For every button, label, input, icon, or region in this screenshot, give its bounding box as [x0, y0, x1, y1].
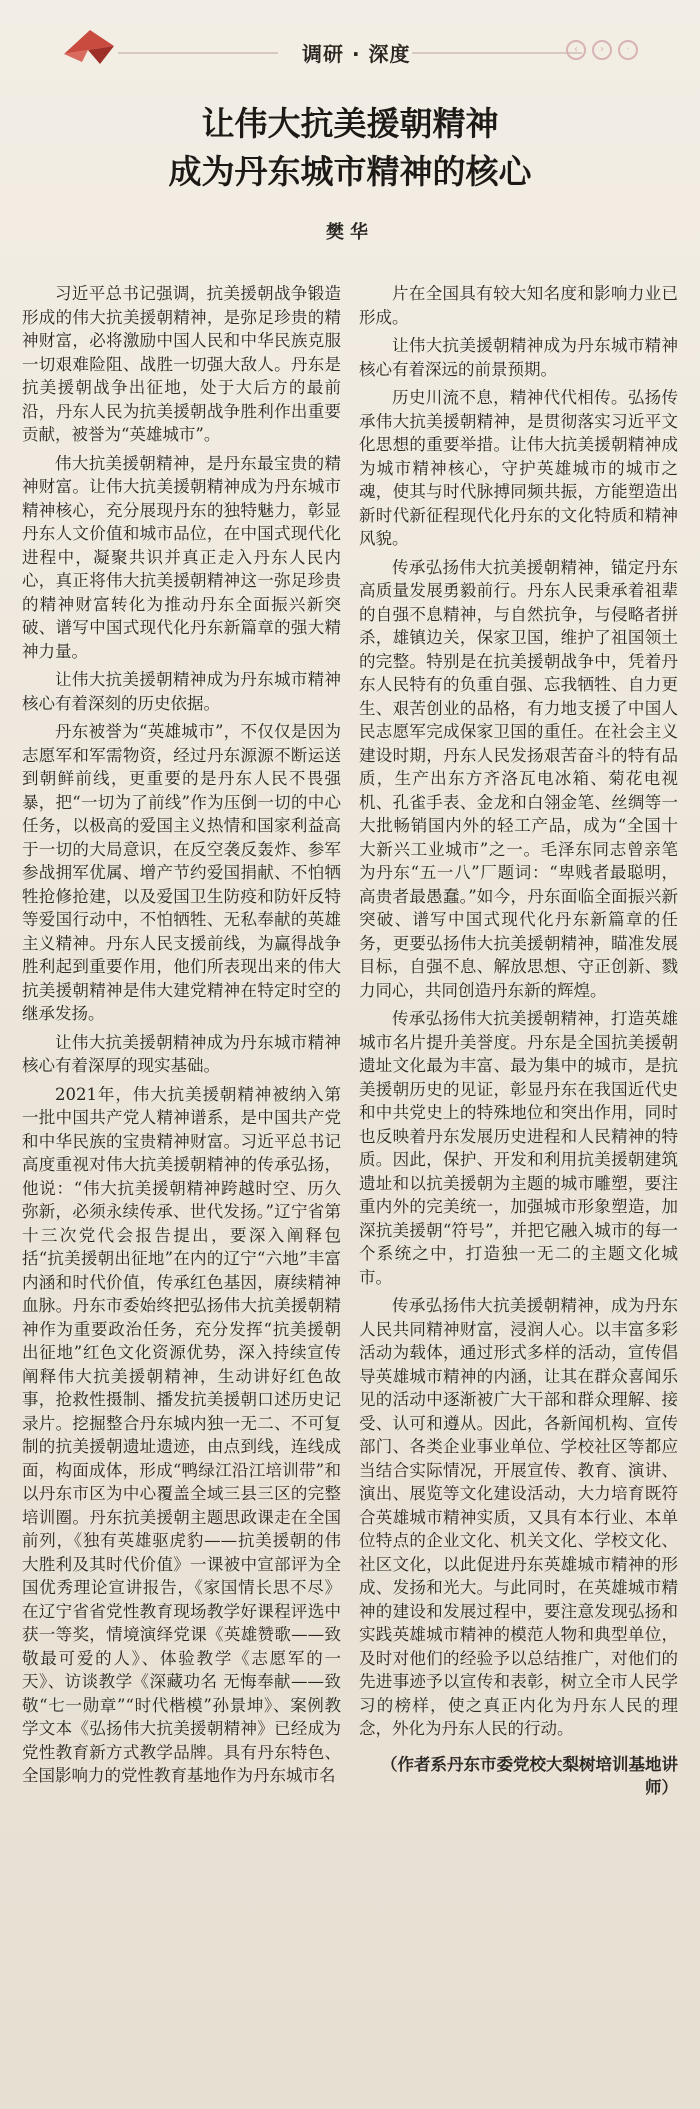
paper-crane-logo [60, 24, 118, 68]
left-column [22, 282, 341, 1805]
menu-circle-icon: · [618, 40, 638, 60]
headline-line-2: 成为丹东城市精神的核心 [168, 152, 532, 191]
paragraph: 传承弘扬伟大抗美援朝精神，锚定丹东高质量发展勇毅前行。丹东人民秉承着祖辈的自强不息精神，与自然抗争，与侵略者拼杀，雄镇边关，保家卫国，维护了祖国领土的完整。特别是在抗美援朝战争中，凭着丹东人民特有的负重自强、忘我牺牲、自力更生、艰苦创业的品格，有力地支援了中国人民志愿军完成保家卫国的重任。在社会主义建设时期，丹东人民发扬艰苦奋斗的特有品质，生产出东方齐洛瓦电冰箱、菊花电视机、孔雀手表、金龙和白翎金笔、丝绸等一大批畅销国内外的轻工产品，成为“全国十大新兴工业城市”之一。毛泽东同志曾亲笔为丹东“五一八”厂题词：“卑贱者最聪明，高贵者最愚蠢。”如今，丹东面临全面振兴新突破、谱写中国式现代化丹东新篇章的任务，更要弘扬伟大抗美援朝精神，瞄准发展目标，自强不息、解放思想、守正创新、戮力同心，共同创造丹东新的辉煌。 [359, 557, 678, 1000]
prev-arrow-icon: ‹ [566, 40, 586, 60]
paragraph: 传承弘扬伟大抗美援朝精神，打造英雄城市名片提升美誉度。丹东是全国抗美援朝遗址文化最为丰富、最为集中的城市，是抗美援朝历史的见证，彰显丹东在我国近代史和中共党史上的特殊地位和突出作用，同时也反映着丹东发展历史进程和人民精神的特质。因此，保护、开发和利用抗美援朝建筑遗址和以抗美援朝为主题的城市雕塑，要注重内外的完美统一，加强城市形象塑造，加深抗美援朝“符号”，并把它融入城市的每一个系统之中，打造独一无二的主题文化城市。 [359, 1009, 678, 1287]
paragraph: 2021年，伟大抗美援朝精神被纳入第一批中国共产党人精神谱系，是中国共产党和中华民族的宝贵精神财富。习近平总书记高度重视对伟大抗美援朝精神的传承弘扬，他说：“伟大抗美援朝精神跨越时空、历久弥新，必须永续传承、世代发扬。”辽宁省第十三次党代会报告提出，要深入阐释包括“抗美援朝出征地”在内的辽宁“六地”丰富内涵和时代价值，传承红色基因，赓续精神血脉。丹东市委始终把弘扬伟大抗美援朝精神作为重要政治任务，充分发挥“抗美援朝出征地”红色文化资源优势，深入持续宣传阐释伟大抗美援朝精神，生动讲好红色故事，抢救性摄制、播发抗美援朝口述历史记录片。挖掘整合丹东城内独一无二、不可复制的抗美援朝遗址遗迹，由点到线，连线成面，构面成体，形成“鸭绿江沿江培训带”和以丹东市区为中心覆盖全域三县三区的完整培训圈。丹东抗美援朝主题思政课走在全国前列，《独有英雄驱虎豹——抗美援朝的伟大胜利及其时代价值》一课被中宣部评为全国优秀理论宣讲报告，《家国情长思不尽》在辽宁省省党性教育现场教学好课程评选中获一等奖，情境演绎党课《英雄赞歌——致敬最可爱的人》、体验教学《志愿军的一天》、访谈教学《深藏功名 无悔奉献——致敬“七一勋章”“时代楷模”孙景坤》、案例教学文本《弘扬伟大抗美援朝精神》已经成为党性教育新方式教学品牌。具有丹东特色、全国影响力的党性教育基地作为丹东城市名 [22, 1084, 341, 1785]
section-title: 调研 · 深度 [302, 42, 411, 66]
author-byline: （作者系丹东市委党校大梨树培训基地讲师） [381, 1754, 678, 1797]
header-rule-left [118, 52, 278, 54]
next-arrow-icon: › [592, 40, 612, 60]
paragraph: 片在全国具有较大知名度和影响力业已形成。 [359, 284, 678, 327]
header-rule-right [412, 52, 582, 54]
section-header [22, 0, 678, 64]
paragraph: 伟大抗美援朝精神，是丹东最宝贵的精神财富。让伟大抗美援朝精神成为丹东城市精神核心，充分展现丹东的独特魅力，彰显丹东人文价值和城市品位，在中国式现代化进程中，凝聚共识并真正走入丹东人民内心，真正将伟大抗美援朝精神这一弥足珍贵的精神财富转化为推动丹东全面振兴新突破、谱写中国式现代化丹东新篇章的强大精神力量。 [22, 453, 341, 661]
paragraph: 历史川流不息，精神代代相传。弘扬传承伟大抗美援朝精神，是贯彻落实习近平文化思想的重要举措。让伟大抗美援朝精神成为城市精神核心，守护英雄城市的城市之魂，使其与时代脉搏同频共振，方能塑造出新时代新征程现代化丹东的文化特质和精神风貌。 [359, 388, 678, 548]
right-column [359, 282, 678, 1805]
author-name: 樊华 [326, 222, 374, 243]
paragraph: 传承弘扬伟大抗美援朝精神，成为丹东人民共同精神财富，浸润人心。以丰富多彩活动为载体，通过形式多样的活动，宣传倡导英雄城市精神的内涵，让其在群众喜闻乐见的活动中逐渐被广大干部和群众理解、接受、认可和遵从。因此，各新闻机构、宣传部门、各类企业事业单位、学校社区等都应当结合实际情况，开展宣传、教育、演讲、演出、展览等文化建设活动，大力培育既符合英雄城市精神实质，又具有本行业、本单位特点的企业文化、机关文化、学校文化、社区文化，以此促进丹东英雄城市精神的形成、发扬和光大。与此同时，在英雄城市精神的建设和发展过程中，要注意发现弘扬和实践英雄城市精神的模范人物和典型单位，及时对他们的经验予以总结推广，对他们的先进事迹予以宣传和表彰，树立全市人民学习的榜样，使之真正内化为丹东人民的理念，外化为丹东人民的行动。 [359, 1296, 678, 1738]
headline [22, 100, 678, 196]
header-icons [566, 40, 638, 60]
headline-line-1: 让伟大抗美援朝精神 [201, 104, 499, 143]
paragraph: 让伟大抗美援朝精神成为丹东城市精神核心有着深厚的现实基础。 [22, 1032, 341, 1075]
paragraph: 让伟大抗美援朝精神成为丹东城市精神核心有着深远的前景预期。 [359, 336, 678, 379]
paragraph: 丹东被誉为“英雄城市”，不仅仅是因为志愿军和军需物资，经过丹东源源不断运送到朝鲜前线，更重要的是丹东人民不畏强暴，把“一切为了前线”作为压倒一切的中心任务，以极高的爱国主义热情和国家利益高于一切的大局意识，在反空袭反轰炸、参军参战拥军优属、增产节约爱国捐献、不怕牺牲抢修抢建，以及爱国卫生防疫和防奸反特等爱国行动中，不怕牺牲、无私奉献的英雄主义精神。丹东人民支援前线，为赢得战争胜利起到重要作用，他们所表现出来的伟大抗美援朝精神是伟大建党精神在特定时空的继承发扬。 [22, 722, 341, 1023]
article-body [22, 282, 678, 1805]
paragraph: 让伟大抗美援朝精神成为丹东城市精神核心有着深刻的历史依据。 [22, 670, 341, 713]
paragraph: 习近平总书记强调，抗美援朝战争锻造形成的伟大抗美援朝精神，是弥足珍贵的精神财富，必将激励中国人民和中华民族克服一切艰难险阻、战胜一切强大敌人。丹东是抗美援朝战争出征地，处于大后方的最前沿，丹东人民为抗美援朝战争胜利作出重要贡献，被誉为“英雄城市”。 [22, 284, 341, 444]
